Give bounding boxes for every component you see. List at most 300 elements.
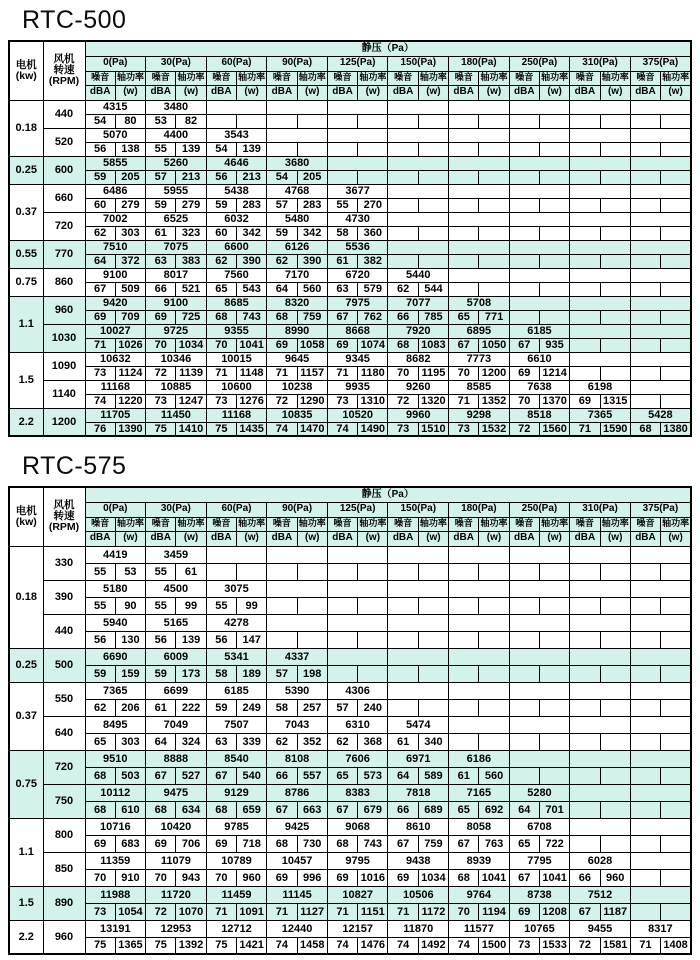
table-body (9, 100, 691, 436)
empty-cell (358, 597, 388, 614)
empty-cell (630, 580, 691, 597)
empty-cell (509, 254, 539, 268)
noise-unit-header: dBA (267, 531, 297, 546)
empty-cell (630, 546, 691, 563)
noise-value-cell: 55 (85, 563, 115, 580)
empty-cell (630, 240, 691, 254)
airflow-cell: 6198 (570, 380, 631, 394)
airflow-row (9, 580, 691, 597)
noise-value-cell: 75 (85, 937, 115, 954)
noise-col-header: 噪音 (449, 517, 479, 531)
airflow-cell: 8990 (267, 324, 328, 338)
noise-value-cell: 69 (327, 869, 357, 886)
empty-cell (570, 352, 631, 366)
airflow-cell: 7365 (570, 408, 631, 422)
empty-cell (539, 198, 569, 212)
airflow-cell: 11870 (388, 920, 449, 937)
empty-cell (327, 563, 357, 580)
empty-cell (449, 282, 479, 296)
motor-kw-cell: 2.2 (9, 408, 43, 436)
power-value-cell: 213 (176, 170, 206, 184)
airflow-cell: 10789 (206, 852, 267, 869)
airflow-row (9, 648, 691, 665)
airflow-cell: 6600 (206, 240, 267, 254)
power-value-cell: 390 (297, 254, 327, 268)
empty-cell (570, 767, 600, 784)
empty-cell (327, 170, 357, 184)
airflow-cell: 9455 (570, 920, 631, 937)
noise-col-header: 噪音 (388, 71, 418, 85)
airflow-cell: 11705 (85, 408, 146, 422)
empty-cell (418, 699, 448, 716)
power-value-cell: 1365 (115, 937, 145, 954)
power-unit-header: (w) (600, 531, 630, 546)
empty-cell (267, 114, 297, 128)
noise-value-cell: 68 (327, 835, 357, 852)
empty-cell (630, 338, 660, 352)
power-value-cell: 960 (236, 869, 266, 886)
noise-value-cell: 66 (388, 801, 418, 818)
airflow-cell: 9420 (85, 296, 146, 310)
empty-cell (479, 733, 509, 750)
fan-speed-column-header (43, 487, 85, 546)
empty-cell (630, 212, 691, 226)
pressure-col-header: 310(Pa) (570, 56, 631, 71)
noise-value-cell: 71 (630, 937, 660, 954)
power-value-cell: 785 (418, 310, 448, 324)
airflow-cell: 4419 (85, 546, 146, 563)
rpm-cell: 440 (43, 100, 85, 128)
empty-cell (479, 170, 509, 184)
motor-label: 电机 (15, 504, 37, 517)
empty-cell (479, 226, 509, 240)
noise-value-cell: 68 (267, 310, 297, 324)
noise-value-cell: 68 (630, 422, 660, 436)
airflow-cell: 8585 (449, 380, 510, 394)
empty-cell (630, 128, 691, 142)
noise-col-header: 噪音 (85, 517, 115, 531)
power-value-cell: 910 (115, 869, 145, 886)
empty-cell (661, 254, 691, 268)
rpm-cell: 660 (43, 184, 85, 212)
power-value-cell: 1083 (418, 338, 448, 352)
power-value-cell: 1421 (236, 937, 266, 954)
noise-value-cell: 67 (85, 282, 115, 296)
empty-cell (388, 665, 418, 682)
noise-value-cell: 67 (388, 835, 418, 852)
airflow-row (9, 716, 691, 733)
noise-power-row (9, 226, 691, 240)
power-col-header: 轴功率 (418, 517, 448, 531)
power-value-cell: 240 (358, 699, 388, 716)
airflow-cell: 3543 (206, 128, 267, 142)
empty-cell (600, 310, 630, 324)
noise-value-cell: 59 (206, 699, 236, 716)
empty-cell (539, 665, 569, 682)
airflow-cell: 11168 (85, 380, 146, 394)
airflow-row (9, 886, 691, 903)
noise-power-row (9, 767, 691, 784)
pressure-col-header: 150(Pa) (388, 502, 449, 517)
empty-cell (539, 733, 569, 750)
airflow-cell: 6971 (388, 750, 449, 767)
noise-value-cell: 61 (449, 767, 479, 784)
pressure-col-header: 180(Pa) (449, 56, 510, 71)
noise-power-row (9, 563, 691, 580)
noise-value-cell: 64 (146, 733, 176, 750)
empty-cell (539, 699, 569, 716)
noise-value-cell: 67 (327, 801, 357, 818)
power-value-cell: 1200 (479, 366, 509, 380)
empty-cell (630, 648, 691, 665)
empty-cell (388, 631, 418, 648)
power-value-cell: 189 (236, 665, 266, 682)
airflow-cell: 9298 (449, 408, 510, 422)
power-value-cell: 540 (236, 767, 266, 784)
empty-cell (388, 226, 418, 240)
empty-cell (630, 665, 660, 682)
empty-cell (630, 903, 660, 920)
noise-value-cell: 67 (449, 338, 479, 352)
empty-cell (449, 268, 510, 282)
power-value-cell: 1195 (418, 366, 448, 380)
fan-speed-unit-label: (RPM) (48, 521, 80, 534)
airflow-cell: 4278 (206, 614, 267, 631)
empty-cell (327, 142, 357, 156)
noise-value-cell: 62 (85, 226, 115, 240)
noise-value-cell: 58 (327, 226, 357, 240)
airflow-row (9, 156, 691, 170)
empty-cell (661, 733, 691, 750)
empty-cell (600, 338, 630, 352)
noise-value-cell: 69 (509, 366, 539, 380)
airflow-cell: 7365 (85, 682, 146, 699)
noise-value-cell: 55 (146, 142, 176, 156)
airflow-cell: 8320 (267, 296, 328, 310)
noise-value-cell: 65 (85, 733, 115, 750)
empty-cell (509, 240, 570, 254)
power-col-header: 轴功率 (236, 517, 266, 531)
empty-cell (600, 665, 630, 682)
empty-cell (661, 699, 691, 716)
pressure-col-header: 150(Pa) (388, 56, 449, 71)
noise-power-row (9, 310, 691, 324)
noise-col-header: 噪音 (570, 517, 600, 531)
airflow-cell: 9785 (206, 818, 267, 835)
empty-cell (570, 212, 631, 226)
airflow-cell: 5955 (146, 184, 207, 198)
power-value-cell: 560 (479, 767, 509, 784)
empty-cell (600, 767, 630, 784)
empty-cell (509, 699, 539, 716)
noise-value-cell: 56 (85, 142, 115, 156)
motor-unit-label: (kw) (15, 515, 37, 528)
empty-cell (509, 614, 570, 631)
empty-cell (630, 750, 691, 767)
empty-cell (327, 648, 388, 665)
rtc-500-section (8, 6, 692, 437)
noise-value-cell: 60 (206, 226, 236, 240)
empty-cell (570, 170, 600, 184)
power-value-cell: 1214 (539, 366, 569, 380)
empty-cell (630, 156, 691, 170)
noise-value-cell: 72 (146, 366, 176, 380)
noise-value-cell: 71 (85, 338, 115, 352)
empty-cell (509, 198, 539, 212)
power-value-cell: 1220 (115, 394, 145, 408)
empty-cell (509, 733, 539, 750)
empty-cell (327, 665, 357, 682)
noise-power-row (9, 665, 691, 682)
airflow-cell: 5260 (146, 156, 207, 170)
power-value-cell: 1208 (539, 903, 569, 920)
empty-cell (509, 184, 570, 198)
empty-cell (661, 869, 691, 886)
power-value-cell: 383 (176, 254, 206, 268)
noise-value-cell: 54 (267, 170, 297, 184)
static-pressure-header: 静压（Pa） (85, 487, 691, 502)
noise-value-cell: 59 (85, 170, 115, 184)
airflow-cell: 9100 (85, 268, 146, 282)
power-value-cell: 1172 (418, 903, 448, 920)
power-value-cell: 80 (115, 114, 145, 128)
noise-value-cell: 64 (509, 801, 539, 818)
power-value-cell: 1476 (358, 937, 388, 954)
power-value-cell: 701 (539, 801, 569, 818)
airflow-cell: 6486 (85, 184, 146, 198)
power-value-cell: 573 (358, 767, 388, 784)
airflow-cell: 7077 (388, 296, 449, 310)
noise-power-row (9, 254, 691, 268)
motor-kw-cell: 0.25 (9, 648, 43, 682)
power-value-cell: 679 (358, 801, 388, 818)
empty-cell (479, 282, 509, 296)
empty-cell (418, 226, 448, 240)
empty-cell (388, 100, 449, 114)
power-col-header: 轴功率 (539, 517, 569, 531)
airflow-row (9, 296, 691, 310)
noise-power-row (9, 699, 691, 716)
airflow-cell: 8786 (267, 784, 328, 801)
header-row-metric-labels (9, 517, 691, 531)
airflow-cell: 9345 (327, 352, 388, 366)
empty-cell (600, 198, 630, 212)
power-value-cell: 173 (176, 665, 206, 682)
empty-cell (479, 597, 509, 614)
noise-value-cell: 74 (267, 422, 297, 436)
power-value-cell: 1392 (176, 937, 206, 954)
noise-power-row (9, 142, 691, 156)
empty-cell (630, 310, 660, 324)
power-col-header: 轴功率 (297, 71, 327, 85)
noise-unit-header: dBA (570, 531, 600, 546)
fan-speed-unit-label: (RPM) (48, 75, 80, 88)
empty-cell (509, 170, 539, 184)
empty-cell (630, 852, 691, 869)
noise-unit-header: dBA (327, 531, 357, 546)
power-value-cell: 130 (115, 631, 145, 648)
power-value-cell: 382 (358, 254, 388, 268)
power-value-cell: 543 (236, 282, 266, 296)
noise-value-cell: 56 (206, 170, 236, 184)
empty-cell (570, 226, 600, 240)
airflow-cell: 10765 (509, 920, 570, 937)
power-value-cell: 1533 (539, 937, 569, 954)
empty-cell (630, 296, 691, 310)
motor-kw-cell: 0.37 (9, 184, 43, 240)
noise-value-cell: 75 (146, 422, 176, 436)
spec-table-rtc-500 (8, 40, 692, 437)
empty-cell (267, 580, 328, 597)
airflow-cell: 8939 (449, 852, 510, 869)
airflow-row (9, 352, 691, 366)
power-unit-header: (w) (661, 85, 691, 100)
empty-cell (630, 184, 691, 198)
noise-col-header: 噪音 (206, 517, 236, 531)
empty-cell (297, 597, 327, 614)
airflow-cell: 3075 (206, 580, 267, 597)
empty-cell (600, 563, 630, 580)
empty-cell (570, 366, 600, 380)
noise-unit-header: dBA (388, 85, 418, 100)
noise-value-cell: 62 (388, 282, 418, 296)
empty-cell (570, 338, 600, 352)
noise-value-cell: 67 (327, 310, 357, 324)
empty-cell (449, 614, 510, 631)
empty-cell (388, 128, 449, 142)
noise-value-cell: 73 (206, 394, 236, 408)
airflow-cell: 10420 (146, 818, 207, 835)
power-value-cell: 1157 (297, 366, 327, 380)
airflow-cell: 7170 (267, 268, 328, 282)
noise-unit-header: dBA (206, 531, 236, 546)
power-value-cell: 560 (297, 282, 327, 296)
noise-value-cell: 59 (85, 665, 115, 682)
airflow-cell: 12712 (206, 920, 267, 937)
power-value-cell: 213 (236, 170, 266, 184)
empty-cell (449, 142, 479, 156)
noise-value-cell: 60 (85, 198, 115, 212)
power-value-cell: 692 (479, 801, 509, 818)
motor-column-header (9, 487, 43, 546)
noise-value-cell: 70 (206, 869, 236, 886)
power-value-cell: 1492 (418, 937, 448, 954)
airflow-cell: 11079 (146, 852, 207, 869)
power-value-cell: 82 (176, 114, 206, 128)
empty-cell (388, 240, 449, 254)
power-value-cell: 943 (176, 869, 206, 886)
rpm-cell: 800 (43, 818, 85, 852)
empty-cell (449, 212, 510, 226)
airflow-row (9, 682, 691, 699)
motor-kw-cell: 1.1 (9, 296, 43, 352)
airflow-cell: 5390 (267, 682, 328, 699)
pressure-col-header: 90(Pa) (267, 502, 328, 517)
airflow-cell: 9068 (327, 818, 388, 835)
header-row-units (9, 85, 691, 100)
airflow-cell: 6185 (509, 324, 570, 338)
empty-cell (388, 546, 449, 563)
airflow-cell: 10632 (85, 352, 146, 366)
power-value-cell: 1034 (176, 338, 206, 352)
empty-cell (449, 128, 510, 142)
power-value-cell: 342 (236, 226, 266, 240)
power-value-cell: 1581 (600, 937, 630, 954)
noise-unit-header: dBA (85, 531, 115, 546)
airflow-cell: 4768 (267, 184, 328, 198)
power-value-cell: 762 (358, 310, 388, 324)
noise-value-cell: 71 (570, 422, 600, 436)
power-unit-header: (w) (236, 531, 266, 546)
rpm-cell: 850 (43, 852, 85, 886)
noise-value-cell: 74 (267, 937, 297, 954)
empty-cell (449, 100, 510, 114)
power-unit-header: (w) (479, 85, 509, 100)
power-unit-header: (w) (600, 85, 630, 100)
empty-cell (509, 665, 539, 682)
empty-cell (539, 767, 569, 784)
power-col-header: 轴功率 (358, 517, 388, 531)
noise-power-row (9, 170, 691, 184)
power-value-cell: 1352 (479, 394, 509, 408)
airflow-cell: 11459 (206, 886, 267, 903)
airflow-cell: 5536 (327, 240, 388, 254)
noise-value-cell: 67 (449, 835, 479, 852)
empty-cell (449, 254, 479, 268)
airflow-cell: 8017 (146, 268, 207, 282)
noise-value-cell: 65 (509, 835, 539, 852)
noise-value-cell: 74 (327, 422, 357, 436)
noise-value-cell: 57 (327, 699, 357, 716)
noise-power-row (9, 114, 691, 128)
empty-cell (297, 114, 327, 128)
empty-cell (449, 546, 510, 563)
rpm-cell: 960 (43, 296, 85, 324)
pressure-col-header: 250(Pa) (509, 502, 570, 517)
noise-unit-header: dBA (85, 85, 115, 100)
noise-value-cell: 76 (85, 422, 115, 436)
noise-col-header: 噪音 (630, 71, 660, 85)
noise-value-cell: 55 (85, 597, 115, 614)
empty-cell (630, 682, 691, 699)
power-value-cell: 61 (176, 563, 206, 580)
empty-cell (358, 142, 388, 156)
noise-unit-header: dBA (146, 85, 176, 100)
airflow-cell: 4400 (146, 128, 207, 142)
empty-cell (630, 324, 691, 338)
airflow-cell: 5940 (85, 614, 146, 631)
rpm-cell: 770 (43, 240, 85, 268)
rpm-cell: 500 (43, 648, 85, 682)
empty-cell (509, 296, 570, 310)
noise-value-cell: 66 (146, 282, 176, 296)
empty-cell (630, 614, 691, 631)
airflow-row (9, 920, 691, 937)
empty-cell (570, 682, 631, 699)
power-value-cell: 372 (115, 254, 145, 268)
noise-value-cell: 69 (267, 869, 297, 886)
noise-unit-header: dBA (630, 85, 660, 100)
power-value-cell: 138 (115, 142, 145, 156)
power-value-cell: 303 (115, 226, 145, 240)
motor-kw-cell: 0.75 (9, 268, 43, 296)
power-value-cell: 1058 (297, 338, 327, 352)
empty-cell (570, 156, 631, 170)
power-col-header: 轴功率 (661, 517, 691, 531)
empty-cell (418, 631, 448, 648)
airflow-cell: 10835 (267, 408, 328, 422)
power-value-cell: 205 (297, 170, 327, 184)
